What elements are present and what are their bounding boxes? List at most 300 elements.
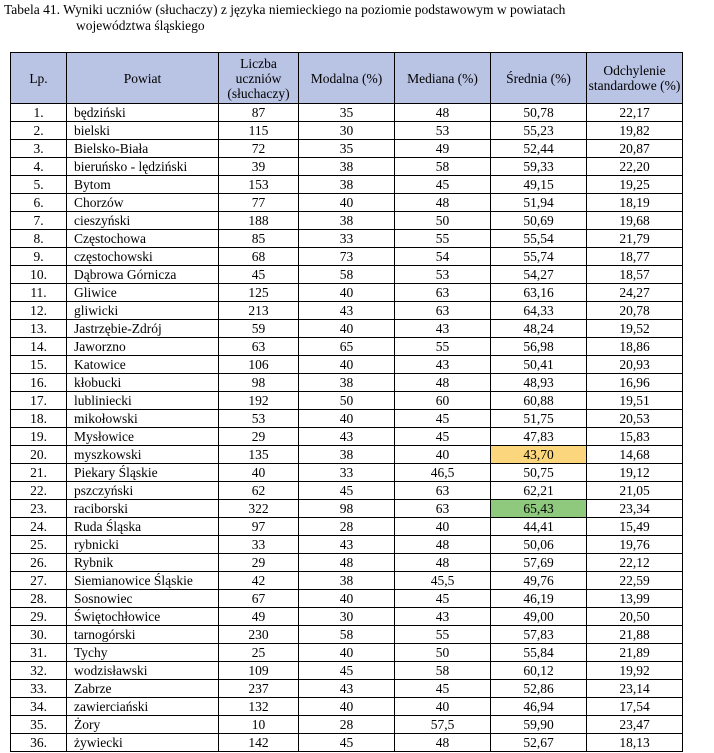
cell-mediana: 58 bbox=[395, 158, 491, 176]
cell-odchylenie: 19,12 bbox=[587, 464, 683, 482]
cell-odchylenie: 22,59 bbox=[587, 572, 683, 590]
table-row bbox=[11, 212, 683, 230]
cell-powiat: Rybnik bbox=[67, 554, 219, 572]
cell-odchylenie: 21,89 bbox=[587, 644, 683, 662]
cell-powiat: Chorzów bbox=[67, 194, 219, 212]
cell-modalna: 30 bbox=[299, 608, 395, 626]
col-header-odchylenie: Odchylenie standardowe (%) bbox=[587, 53, 683, 104]
table-row bbox=[11, 374, 683, 392]
cell-modalna: 40 bbox=[299, 194, 395, 212]
cell-mediana: 48 bbox=[395, 104, 491, 122]
cell-powiat: Jaworzno bbox=[67, 338, 219, 356]
cell-powiat: będziński bbox=[67, 104, 219, 122]
cell-liczba: 45 bbox=[219, 266, 299, 284]
cell-odchylenie: 18,86 bbox=[587, 338, 683, 356]
table-row bbox=[11, 356, 683, 374]
table-row bbox=[11, 392, 683, 410]
cell-mediana: 57,5 bbox=[395, 716, 491, 734]
table-row bbox=[11, 410, 683, 428]
cell-odchylenie: 13,99 bbox=[587, 590, 683, 608]
cell-lp: 32. bbox=[11, 662, 67, 680]
cell-lp: 17. bbox=[11, 392, 67, 410]
cell-mediana: 43 bbox=[395, 356, 491, 374]
cell-powiat: żywiecki bbox=[67, 734, 219, 752]
cell-odchylenie: 22,12 bbox=[587, 554, 683, 572]
cell-modalna: 28 bbox=[299, 716, 395, 734]
cell-odchylenie: 19,82 bbox=[587, 122, 683, 140]
cell-mediana: 45 bbox=[395, 428, 491, 446]
cell-mediana: 48 bbox=[395, 734, 491, 752]
cell-srednia: 60,88 bbox=[491, 392, 587, 410]
table-row bbox=[11, 302, 683, 320]
cell-srednia: 49,00 bbox=[491, 608, 587, 626]
cell-powiat: myszkowski bbox=[67, 446, 219, 464]
results-table bbox=[10, 52, 683, 752]
cell-odchylenie: 20,78 bbox=[587, 302, 683, 320]
cell-modalna: 38 bbox=[299, 446, 395, 464]
cell-modalna: 40 bbox=[299, 356, 395, 374]
col-header-powiat: Powiat bbox=[67, 53, 219, 104]
cell-lp: 25. bbox=[11, 536, 67, 554]
table-row bbox=[11, 500, 683, 518]
cell-powiat: Bytom bbox=[67, 176, 219, 194]
cell-srednia: 59,90 bbox=[491, 716, 587, 734]
cell-liczba: 53 bbox=[219, 410, 299, 428]
table-row bbox=[11, 644, 683, 662]
cell-modalna: 45 bbox=[299, 734, 395, 752]
cell-srednia: 65,43 bbox=[491, 500, 587, 518]
cell-mediana: 45 bbox=[395, 410, 491, 428]
cell-odchylenie: 16,96 bbox=[587, 374, 683, 392]
cell-lp: 26. bbox=[11, 554, 67, 572]
cell-liczba: 153 bbox=[219, 176, 299, 194]
cell-lp: 31. bbox=[11, 644, 67, 662]
cell-modalna: 30 bbox=[299, 122, 395, 140]
cell-modalna: 35 bbox=[299, 104, 395, 122]
cell-odchylenie: 24,27 bbox=[587, 284, 683, 302]
cell-powiat: Sosnowiec bbox=[67, 590, 219, 608]
cell-modalna: 38 bbox=[299, 212, 395, 230]
cell-liczba: 59 bbox=[219, 320, 299, 338]
cell-odchylenie: 15,83 bbox=[587, 428, 683, 446]
cell-modalna: 43 bbox=[299, 302, 395, 320]
cell-srednia: 50,78 bbox=[491, 104, 587, 122]
cell-liczba: 237 bbox=[219, 680, 299, 698]
table-row bbox=[11, 194, 683, 212]
cell-odchylenie: 21,79 bbox=[587, 230, 683, 248]
cell-mediana: 45 bbox=[395, 680, 491, 698]
table-row bbox=[11, 176, 683, 194]
cell-mediana: 63 bbox=[395, 284, 491, 302]
cell-modalna: 73 bbox=[299, 248, 395, 266]
cell-modalna: 58 bbox=[299, 266, 395, 284]
cell-mediana: 40 bbox=[395, 518, 491, 536]
table-row bbox=[11, 662, 683, 680]
cell-srednia: 59,33 bbox=[491, 158, 587, 176]
cell-powiat: Gliwice bbox=[67, 284, 219, 302]
cell-mediana: 55 bbox=[395, 230, 491, 248]
cell-modalna: 50 bbox=[299, 392, 395, 410]
cell-liczba: 25 bbox=[219, 644, 299, 662]
table-row bbox=[11, 698, 683, 716]
cell-modalna: 98 bbox=[299, 500, 395, 518]
cell-odchylenie: 20,53 bbox=[587, 410, 683, 428]
cell-lp: 24. bbox=[11, 518, 67, 536]
cell-mediana: 50 bbox=[395, 212, 491, 230]
cell-mediana: 54 bbox=[395, 248, 491, 266]
cell-powiat: bielski bbox=[67, 122, 219, 140]
cell-liczba: 67 bbox=[219, 590, 299, 608]
cell-mediana: 43 bbox=[395, 608, 491, 626]
cell-liczba: 135 bbox=[219, 446, 299, 464]
cell-liczba: 106 bbox=[219, 356, 299, 374]
cell-modalna: 33 bbox=[299, 230, 395, 248]
cell-powiat: kłobucki bbox=[67, 374, 219, 392]
cell-powiat: mikołowski bbox=[67, 410, 219, 428]
cell-lp: 27. bbox=[11, 572, 67, 590]
cell-lp: 16. bbox=[11, 374, 67, 392]
cell-lp: 13. bbox=[11, 320, 67, 338]
cell-srednia: 47,83 bbox=[491, 428, 587, 446]
cell-odchylenie: 15,49 bbox=[587, 518, 683, 536]
cell-modalna: 40 bbox=[299, 320, 395, 338]
caption-line-1: Tabela 41. Wyniki uczniów (słuchaczy) z języka niemieckiego na poziomie podstawowym w powiatach bbox=[4, 2, 566, 17]
table-body bbox=[11, 104, 683, 752]
cell-lp: 7. bbox=[11, 212, 67, 230]
table-row bbox=[11, 626, 683, 644]
cell-powiat: lubliniecki bbox=[67, 392, 219, 410]
cell-modalna: 45 bbox=[299, 662, 395, 680]
cell-modalna: 38 bbox=[299, 158, 395, 176]
table-row bbox=[11, 320, 683, 338]
table-row bbox=[11, 734, 683, 752]
cell-liczba: 142 bbox=[219, 734, 299, 752]
cell-liczba: 72 bbox=[219, 140, 299, 158]
cell-powiat: rybnicki bbox=[67, 536, 219, 554]
cell-modalna: 38 bbox=[299, 572, 395, 590]
cell-mediana: 48 bbox=[395, 374, 491, 392]
cell-powiat: wodzisławski bbox=[67, 662, 219, 680]
col-header-mediana: Mediana (%) bbox=[395, 53, 491, 104]
cell-mediana: 40 bbox=[395, 446, 491, 464]
cell-powiat: raciborski bbox=[67, 500, 219, 518]
caption-line-2: województwa śląskiego bbox=[76, 18, 205, 33]
cell-srednia: 46,94 bbox=[491, 698, 587, 716]
cell-powiat: Tychy bbox=[67, 644, 219, 662]
cell-srednia: 43,70 bbox=[491, 446, 587, 464]
cell-lp: 30. bbox=[11, 626, 67, 644]
cell-powiat: Żory bbox=[67, 716, 219, 734]
cell-srednia: 63,16 bbox=[491, 284, 587, 302]
table-row bbox=[11, 338, 683, 356]
cell-srednia: 57,83 bbox=[491, 626, 587, 644]
cell-srednia: 46,19 bbox=[491, 590, 587, 608]
cell-powiat: Katowice bbox=[67, 356, 219, 374]
cell-liczba: 188 bbox=[219, 212, 299, 230]
cell-powiat: Jastrzębie-Zdrój bbox=[67, 320, 219, 338]
cell-odchylenie: 22,20 bbox=[587, 158, 683, 176]
cell-srednia: 50,41 bbox=[491, 356, 587, 374]
cell-modalna: 43 bbox=[299, 536, 395, 554]
table-row bbox=[11, 536, 683, 554]
cell-mediana: 58 bbox=[395, 662, 491, 680]
cell-mediana: 46,5 bbox=[395, 464, 491, 482]
cell-modalna: 58 bbox=[299, 626, 395, 644]
cell-mediana: 55 bbox=[395, 626, 491, 644]
cell-odchylenie: 19,92 bbox=[587, 662, 683, 680]
cell-mediana: 63 bbox=[395, 500, 491, 518]
cell-srednia: 51,75 bbox=[491, 410, 587, 428]
cell-powiat: Bielsko-Biała bbox=[67, 140, 219, 158]
cell-lp: 11. bbox=[11, 284, 67, 302]
cell-liczba: 132 bbox=[219, 698, 299, 716]
cell-odchylenie: 20,87 bbox=[587, 140, 683, 158]
cell-lp: 35. bbox=[11, 716, 67, 734]
cell-srednia: 51,94 bbox=[491, 194, 587, 212]
cell-lp: 20. bbox=[11, 446, 67, 464]
cell-srednia: 57,69 bbox=[491, 554, 587, 572]
cell-liczba: 68 bbox=[219, 248, 299, 266]
cell-liczba: 213 bbox=[219, 302, 299, 320]
cell-mediana: 45,5 bbox=[395, 572, 491, 590]
cell-odchylenie: 20,50 bbox=[587, 608, 683, 626]
table-row bbox=[11, 266, 683, 284]
cell-powiat: bieruńsko - lędziński bbox=[67, 158, 219, 176]
cell-modalna: 40 bbox=[299, 284, 395, 302]
cell-lp: 28. bbox=[11, 590, 67, 608]
cell-lp: 21. bbox=[11, 464, 67, 482]
cell-lp: 36. bbox=[11, 734, 67, 752]
cell-lp: 9. bbox=[11, 248, 67, 266]
cell-odchylenie: 17,54 bbox=[587, 698, 683, 716]
cell-srednia: 62,21 bbox=[491, 482, 587, 500]
cell-modalna: 43 bbox=[299, 428, 395, 446]
col-header-lp: Lp. bbox=[11, 53, 67, 104]
cell-srednia: 50,06 bbox=[491, 536, 587, 554]
cell-powiat: tarnogórski bbox=[67, 626, 219, 644]
cell-powiat: Ruda Śląska bbox=[67, 518, 219, 536]
cell-modalna: 40 bbox=[299, 644, 395, 662]
cell-lp: 14. bbox=[11, 338, 67, 356]
table-row bbox=[11, 482, 683, 500]
table-row bbox=[11, 446, 683, 464]
cell-lp: 5. bbox=[11, 176, 67, 194]
cell-srednia: 54,27 bbox=[491, 266, 587, 284]
cell-srednia: 60,12 bbox=[491, 662, 587, 680]
cell-mediana: 40 bbox=[395, 698, 491, 716]
cell-modalna: 33 bbox=[299, 464, 395, 482]
cell-odchylenie: 19,51 bbox=[587, 392, 683, 410]
table-row bbox=[11, 518, 683, 536]
cell-powiat: Siemianowice Śląskie bbox=[67, 572, 219, 590]
cell-liczba: 29 bbox=[219, 554, 299, 572]
cell-liczba: 77 bbox=[219, 194, 299, 212]
cell-odchylenie: 19,68 bbox=[587, 212, 683, 230]
cell-odchylenie: 19,25 bbox=[587, 176, 683, 194]
table-row bbox=[11, 608, 683, 626]
cell-mediana: 48 bbox=[395, 194, 491, 212]
cell-powiat: cieszyński bbox=[67, 212, 219, 230]
table-row bbox=[11, 554, 683, 572]
col-header-srednia: Średnia (%) bbox=[491, 53, 587, 104]
cell-mediana: 53 bbox=[395, 122, 491, 140]
cell-srednia: 52,44 bbox=[491, 140, 587, 158]
cell-liczba: 42 bbox=[219, 572, 299, 590]
cell-mediana: 55 bbox=[395, 338, 491, 356]
cell-srednia: 55,23 bbox=[491, 122, 587, 140]
cell-liczba: 322 bbox=[219, 500, 299, 518]
cell-odchylenie: 23,34 bbox=[587, 500, 683, 518]
cell-liczba: 125 bbox=[219, 284, 299, 302]
cell-modalna: 35 bbox=[299, 140, 395, 158]
col-header-liczba: Liczba uczniów (słuchaczy) bbox=[219, 53, 299, 104]
cell-odchylenie: 18,19 bbox=[587, 194, 683, 212]
table-row bbox=[11, 122, 683, 140]
cell-lp: 4. bbox=[11, 158, 67, 176]
cell-liczba: 230 bbox=[219, 626, 299, 644]
cell-odchylenie: 19,52 bbox=[587, 320, 683, 338]
cell-modalna: 38 bbox=[299, 374, 395, 392]
table-row bbox=[11, 590, 683, 608]
cell-liczba: 109 bbox=[219, 662, 299, 680]
cell-liczba: 40 bbox=[219, 464, 299, 482]
cell-lp: 10. bbox=[11, 266, 67, 284]
cell-lp: 29. bbox=[11, 608, 67, 626]
cell-odchylenie: 19,76 bbox=[587, 536, 683, 554]
table-row bbox=[11, 428, 683, 446]
cell-mediana: 53 bbox=[395, 266, 491, 284]
cell-liczba: 49 bbox=[219, 608, 299, 626]
cell-powiat: pszczyński bbox=[67, 482, 219, 500]
cell-liczba: 115 bbox=[219, 122, 299, 140]
cell-powiat: częstochowski bbox=[67, 248, 219, 266]
cell-srednia: 44,41 bbox=[491, 518, 587, 536]
table-row bbox=[11, 284, 683, 302]
cell-srednia: 50,75 bbox=[491, 464, 587, 482]
cell-srednia: 52,86 bbox=[491, 680, 587, 698]
cell-lp: 8. bbox=[11, 230, 67, 248]
cell-mediana: 60 bbox=[395, 392, 491, 410]
cell-srednia: 56,98 bbox=[491, 338, 587, 356]
cell-modalna: 45 bbox=[299, 482, 395, 500]
cell-lp: 6. bbox=[11, 194, 67, 212]
cell-srednia: 48,24 bbox=[491, 320, 587, 338]
cell-liczba: 98 bbox=[219, 374, 299, 392]
cell-lp: 19. bbox=[11, 428, 67, 446]
cell-mediana: 49 bbox=[395, 140, 491, 158]
cell-lp: 12. bbox=[11, 302, 67, 320]
table-row bbox=[11, 680, 683, 698]
cell-lp: 34. bbox=[11, 698, 67, 716]
cell-mediana: 45 bbox=[395, 176, 491, 194]
cell-modalna: 28 bbox=[299, 518, 395, 536]
cell-odchylenie: 23,14 bbox=[587, 680, 683, 698]
cell-odchylenie: 23,47 bbox=[587, 716, 683, 734]
table-row bbox=[11, 464, 683, 482]
cell-odchylenie: 21,05 bbox=[587, 482, 683, 500]
table-row bbox=[11, 716, 683, 734]
cell-odchylenie: 18,77 bbox=[587, 248, 683, 266]
cell-srednia: 48,93 bbox=[491, 374, 587, 392]
cell-lp: 15. bbox=[11, 356, 67, 374]
cell-modalna: 40 bbox=[299, 590, 395, 608]
cell-powiat: Zabrze bbox=[67, 680, 219, 698]
cell-lp: 1. bbox=[11, 104, 67, 122]
cell-modalna: 40 bbox=[299, 698, 395, 716]
cell-mediana: 63 bbox=[395, 302, 491, 320]
cell-powiat: Częstochowa bbox=[67, 230, 219, 248]
cell-modalna: 65 bbox=[299, 338, 395, 356]
cell-powiat: gliwicki bbox=[67, 302, 219, 320]
cell-liczba: 97 bbox=[219, 518, 299, 536]
cell-liczba: 62 bbox=[219, 482, 299, 500]
cell-liczba: 87 bbox=[219, 104, 299, 122]
cell-srednia: 50,69 bbox=[491, 212, 587, 230]
cell-mediana: 48 bbox=[395, 536, 491, 554]
cell-liczba: 33 bbox=[219, 536, 299, 554]
cell-odchylenie: 21,88 bbox=[587, 626, 683, 644]
cell-lp: 3. bbox=[11, 140, 67, 158]
cell-liczba: 192 bbox=[219, 392, 299, 410]
cell-mediana: 50 bbox=[395, 644, 491, 662]
cell-powiat: Mysłowice bbox=[67, 428, 219, 446]
cell-odchylenie: 18,13 bbox=[587, 734, 683, 752]
cell-srednia: 49,15 bbox=[491, 176, 587, 194]
cell-odchylenie: 18,57 bbox=[587, 266, 683, 284]
cell-srednia: 55,74 bbox=[491, 248, 587, 266]
cell-mediana: 48 bbox=[395, 554, 491, 572]
table-row bbox=[11, 248, 683, 266]
cell-liczba: 85 bbox=[219, 230, 299, 248]
cell-modalna: 40 bbox=[299, 410, 395, 428]
cell-lp: 2. bbox=[11, 122, 67, 140]
cell-liczba: 63 bbox=[219, 338, 299, 356]
cell-srednia: 64,33 bbox=[491, 302, 587, 320]
table-row bbox=[11, 140, 683, 158]
col-header-modalna: Modalna (%) bbox=[299, 53, 395, 104]
cell-powiat: zawierciański bbox=[67, 698, 219, 716]
cell-modalna: 48 bbox=[299, 554, 395, 572]
cell-srednia: 52,67 bbox=[491, 734, 587, 752]
cell-odchylenie: 20,93 bbox=[587, 356, 683, 374]
table-row bbox=[11, 230, 683, 248]
cell-liczba: 29 bbox=[219, 428, 299, 446]
table-caption bbox=[4, 2, 710, 34]
header-row bbox=[11, 53, 683, 104]
cell-lp: 22. bbox=[11, 482, 67, 500]
cell-srednia: 55,54 bbox=[491, 230, 587, 248]
cell-mediana: 45 bbox=[395, 590, 491, 608]
cell-liczba: 10 bbox=[219, 716, 299, 734]
table-row bbox=[11, 572, 683, 590]
cell-powiat: Świętochłowice bbox=[67, 608, 219, 626]
cell-odchylenie: 22,17 bbox=[587, 104, 683, 122]
cell-powiat: Piekary Śląskie bbox=[67, 464, 219, 482]
cell-mediana: 63 bbox=[395, 482, 491, 500]
cell-odchylenie: 14,68 bbox=[587, 446, 683, 464]
cell-modalna: 38 bbox=[299, 176, 395, 194]
cell-lp: 33. bbox=[11, 680, 67, 698]
cell-powiat: Dąbrowa Górnicza bbox=[67, 266, 219, 284]
cell-lp: 18. bbox=[11, 410, 67, 428]
table-row bbox=[11, 158, 683, 176]
cell-mediana: 43 bbox=[395, 320, 491, 338]
cell-lp: 23. bbox=[11, 500, 67, 518]
cell-srednia: 55,84 bbox=[491, 644, 587, 662]
cell-modalna: 43 bbox=[299, 680, 395, 698]
table-row bbox=[11, 104, 683, 122]
cell-srednia: 49,76 bbox=[491, 572, 587, 590]
